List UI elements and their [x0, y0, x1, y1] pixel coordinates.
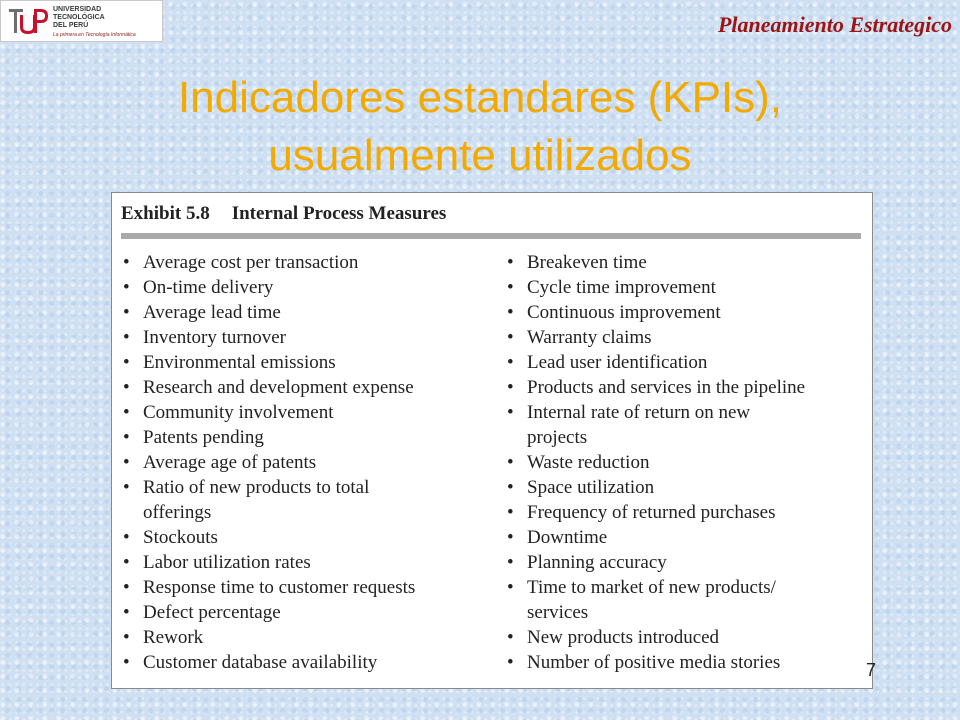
left-measure-item-text: Community involvement — [143, 402, 334, 423]
left-measure-item — [121, 625, 501, 650]
bullet-icon: • — [507, 452, 514, 473]
left-measure-item — [121, 425, 501, 450]
right-measure-item-text: Planning accuracy — [527, 552, 667, 573]
bullet-icon: • — [123, 327, 130, 348]
right-measure-item-text: Products and services in the pipeline — [527, 377, 806, 398]
bullet-icon: • — [123, 602, 130, 623]
right-measure-item — [505, 625, 870, 650]
left-measure-item — [121, 375, 501, 400]
left-measure-item — [121, 600, 501, 625]
left-measure-item — [121, 525, 501, 550]
right-measure-item — [505, 250, 870, 275]
left-measure-item-text: Average age of patents — [143, 452, 317, 473]
right-measure-item-text: Warranty claims — [527, 327, 652, 348]
right-measure-item-text: Number of positive media stories — [527, 652, 781, 673]
right-measure-item-text: Space utilization — [527, 477, 655, 498]
logo-line-1: UNIVERSIDAD — [53, 6, 102, 13]
logo-wordmark — [53, 6, 161, 30]
exhibit-heading — [121, 203, 446, 225]
bullet-icon: • — [507, 377, 514, 398]
brand-title: Planeamiento Estrategico — [717, 12, 952, 37]
heading-rule — [121, 233, 861, 239]
bullet-icon: • — [123, 477, 130, 498]
left-measure-item — [121, 450, 501, 475]
right-measure-item — [505, 500, 870, 525]
right-measure-item-text: Frequency of returned purchases — [527, 502, 776, 523]
left-measure-item — [121, 400, 501, 425]
utp-logo-icon — [7, 5, 49, 37]
university-logo — [0, 0, 163, 42]
right-measure-item — [505, 475, 870, 500]
right-measure-item-text: New products introduced — [527, 627, 720, 648]
left-measure-item-text: Rework — [143, 627, 204, 648]
bullet-icon: • — [123, 552, 130, 573]
right-measures-list — [505, 250, 870, 675]
bullet-icon: • — [507, 477, 514, 498]
bullet-icon: • — [123, 352, 130, 373]
bullet-icon: • — [123, 252, 130, 273]
bullet-icon: • — [507, 527, 514, 548]
right-measure-item — [505, 275, 870, 300]
left-measures-list — [121, 250, 501, 675]
left-measure-item — [121, 650, 501, 675]
left-measure-item-text: Defect percentage — [143, 602, 281, 623]
right-measure-item-text: Waste reduction — [527, 452, 650, 473]
left-measure-item — [121, 550, 501, 575]
right-measure-item — [505, 300, 870, 325]
right-measure-item-text: Time to market of new products/ — [527, 577, 776, 598]
right-measure-item-text: Internal rate of return on new — [527, 402, 751, 423]
bullet-icon: • — [123, 402, 130, 423]
logo-tagline: La primera en Tecnología Informática — [53, 32, 136, 38]
page-number: 7 — [866, 660, 877, 680]
right-measure-item — [505, 425, 870, 450]
left-measure-item — [121, 575, 501, 600]
bullet-icon: • — [507, 352, 514, 373]
right-measure-item-text: services — [527, 602, 589, 623]
right-measure-item — [505, 450, 870, 475]
left-measure-item-text: Environmental emissions — [143, 352, 336, 373]
right-measure-item — [505, 600, 870, 625]
bullet-icon: • — [507, 552, 514, 573]
bullet-icon: • — [507, 327, 514, 348]
bullet-icon: • — [507, 652, 514, 673]
right-measure-item — [505, 400, 870, 425]
bullet-icon: • — [123, 652, 130, 673]
left-measure-item — [121, 300, 501, 325]
left-measure-item-text: Response time to customer requests — [143, 577, 416, 598]
right-measure-item — [505, 650, 870, 675]
left-measure-item-text: Average lead time — [143, 302, 281, 323]
bullet-icon: • — [123, 627, 130, 648]
left-measure-item-text: Labor utilization rates — [143, 552, 311, 573]
left-measure-item-text: Customer database availability — [143, 652, 378, 673]
bullet-icon: • — [123, 452, 130, 473]
left-measure-item-text: Inventory turnover — [143, 327, 286, 348]
left-measure-item-text: offerings — [143, 502, 212, 523]
bullet-icon: • — [123, 377, 130, 398]
right-measure-item — [505, 550, 870, 575]
right-measure-item — [505, 575, 870, 600]
left-measure-item — [121, 275, 501, 300]
right-measure-item — [505, 325, 870, 350]
right-measure-item-text: projects — [527, 427, 588, 448]
left-measure-item — [121, 350, 501, 375]
exhibit-figure — [111, 192, 873, 689]
bullet-icon: • — [507, 502, 514, 523]
exhibit-title: Internal Process Measures — [231, 203, 447, 224]
left-measure-item — [121, 475, 501, 500]
left-measure-item-text: Patents pending — [143, 427, 264, 448]
right-measure-item — [505, 375, 870, 400]
bullet-icon: • — [507, 402, 514, 423]
right-measure-item — [505, 525, 870, 550]
right-measure-item-text: Breakeven time — [527, 252, 647, 273]
right-measure-item — [505, 350, 870, 375]
bullet-icon: • — [123, 277, 130, 298]
bullet-icon: • — [507, 627, 514, 648]
slide-title-line-2: usualmente utilizados — [268, 131, 692, 180]
bullet-icon: • — [507, 277, 514, 298]
right-measure-item-text: Downtime — [527, 527, 608, 548]
exhibit-number: Exhibit 5.8 — [121, 203, 210, 224]
left-measure-item-text: Ratio of new products to total — [143, 477, 370, 498]
right-measure-item-text: Cycle time improvement — [527, 277, 716, 298]
right-measure-item-text: Continuous improvement — [527, 302, 721, 323]
bullet-icon: • — [507, 577, 514, 598]
bullet-icon: • — [123, 427, 130, 448]
bullet-icon: • — [123, 527, 130, 548]
left-measure-item-text: Average cost per transaction — [143, 252, 359, 273]
bullet-icon: • — [507, 252, 514, 273]
logo-line-3: DEL PERÚ — [53, 22, 89, 29]
left-measure-item-text: On-time delivery — [143, 277, 274, 298]
bullet-icon: • — [507, 302, 514, 323]
bullet-icon: • — [123, 302, 130, 323]
left-measure-item — [121, 500, 501, 525]
left-measure-item — [121, 325, 501, 350]
left-measure-item-text: Research and development expense — [143, 377, 414, 398]
bullet-icon: • — [123, 577, 130, 598]
left-measure-item-text: Stockouts — [143, 527, 218, 548]
logo-line-2: TECNOLÓGICA — [53, 14, 105, 21]
right-measure-item-text: Lead user identification — [527, 352, 708, 373]
slide-title-line-1: Indicadores estandares (KPIs), — [177, 73, 783, 122]
left-measure-item — [121, 250, 501, 275]
